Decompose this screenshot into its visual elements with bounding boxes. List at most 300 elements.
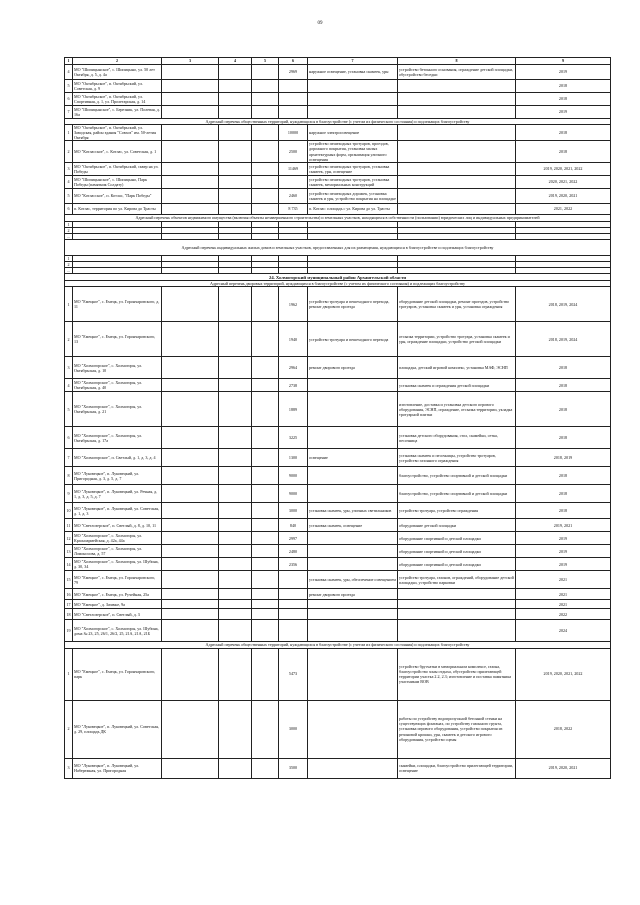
year-cell: 2019 xyxy=(516,106,611,119)
works-cell xyxy=(308,93,398,106)
address-cell: МО "Емецкое", с. Емецк, ул. Горончаровского, 13 xyxy=(73,322,162,357)
row-number: 15 xyxy=(65,571,73,589)
table-row xyxy=(65,532,611,545)
address-cell: МО "Луковецкое", п. Луковецкий, ул. Речная, д. 1, д. 3, д. 5, д. 7 xyxy=(73,485,162,503)
works-cell xyxy=(308,467,398,485)
area-cell: 10000 xyxy=(279,125,308,141)
empty-cell xyxy=(219,93,252,106)
table-row xyxy=(65,203,611,214)
additional-works-cell: оборудование спортивной и детской площадки xyxy=(398,532,516,545)
row-number: 3 xyxy=(65,357,73,379)
works-cell: наружное освещение, установка скамеек, урн xyxy=(308,65,398,80)
area-cell: 1940 xyxy=(279,322,308,357)
area-cell: 2738 xyxy=(279,379,308,392)
empty-cell xyxy=(162,648,219,700)
area-cell: 2500 xyxy=(279,141,308,162)
empty-cell xyxy=(219,571,252,589)
section-note xyxy=(65,214,611,221)
works-cell: устройство пешеходных тротуаров, установка скамеек, урн, освещение xyxy=(308,162,398,175)
empty-cell xyxy=(252,485,279,503)
works-cell xyxy=(308,532,398,545)
works-cell xyxy=(308,80,398,93)
area-cell: 9000 xyxy=(279,485,308,503)
additional-works-cell: благоустройство, устройство спортивной и детской площадки xyxy=(398,485,516,503)
table-row xyxy=(65,93,611,106)
empty-cell xyxy=(252,427,279,449)
table-row xyxy=(65,449,611,467)
row-number: 4 xyxy=(65,65,73,80)
row-number: 2 xyxy=(65,700,73,758)
year-cell: 2019, 2020, 2021, 2022 xyxy=(516,648,611,700)
area-cell: 1889 xyxy=(279,392,308,427)
empty-cell xyxy=(252,203,279,214)
area-cell: 9000 xyxy=(279,467,308,485)
header-col-9: 9 xyxy=(516,58,611,65)
empty-cell xyxy=(219,80,252,93)
empty-cell xyxy=(162,600,219,609)
address-cell: п. Котлас, территория по ул. Кирова до Трасты xyxy=(73,203,162,214)
table-row xyxy=(65,519,611,532)
section-note-text: Адресный перечень объектов недвижимого имущества (включая объекты незавершенного строительства) и земельных участков, находящихся в собственности (пользовании) юридических лиц и индивидуальных предпринимателей xyxy=(65,214,611,221)
empty-cell xyxy=(162,545,219,558)
row-number: 2 xyxy=(65,141,73,162)
additional-works-cell: отсыпка территории, устройство тротуара, установка скамеек и урн, ограждение площадки, устройство детской площадки xyxy=(398,322,516,357)
row-number: 3 xyxy=(65,162,73,175)
row-number: ... xyxy=(65,233,73,239)
additional-works-cell: оборудование спортивной и детской площадки xyxy=(398,558,516,571)
year-cell: 2018 xyxy=(516,503,611,519)
empty-cell xyxy=(162,427,219,449)
empty-cell xyxy=(162,141,219,162)
empty-cell xyxy=(162,203,219,214)
address-cell: МО "Емецкое", с. Емецк, ул. Горончаровского, д. 11 xyxy=(73,287,162,322)
empty-cell xyxy=(162,532,219,545)
row-number: 6 xyxy=(65,203,73,214)
year-cell: 2018 xyxy=(516,357,611,379)
table-row xyxy=(65,80,611,93)
empty-cell xyxy=(219,545,252,558)
works-cell xyxy=(308,106,398,119)
works-cell xyxy=(308,427,398,449)
empty-cell xyxy=(252,467,279,485)
address-cell: МО "Луковецкое", п. Луковецкий, ул. Набережная, ул. Пригородная xyxy=(73,758,162,778)
works-cell xyxy=(308,609,398,620)
section-heading-text: Адресный перечень общественных территорий, нуждающихся в благоустройстве (с учетом их физического состояния) и подлежащих благоустройству xyxy=(65,119,611,125)
empty-cell xyxy=(162,700,219,758)
header-col-1: 1 xyxy=(65,58,73,65)
table-row xyxy=(65,379,611,392)
table-row xyxy=(65,700,611,758)
table-row xyxy=(65,125,611,141)
row-number: 12 xyxy=(65,532,73,545)
address-cell: МО "Холмогорское", с. Холмогоры, ул. Октябрьская, д. 40 xyxy=(73,379,162,392)
area-cell: 5473 xyxy=(279,648,308,700)
row-number: 5 xyxy=(65,80,73,93)
address-cell: МО "Шипицынское", с. Березник, ул. Полевая, д. 16а xyxy=(74,106,160,117)
empty-cell xyxy=(162,357,219,379)
empty-cell xyxy=(162,379,219,392)
section-note xyxy=(65,240,611,256)
works-cell: устройство пешеходных тротуаров, установка скамеек, мемориальных конструкций xyxy=(308,175,398,188)
address-cell: МО "Октябрьское", п. Октябрьский, ул. Спортивная, д. 1, ул. Пролетарская, д. 14 xyxy=(73,93,162,106)
area-cell xyxy=(279,80,308,93)
empty-cell xyxy=(162,571,219,589)
empty-cell xyxy=(162,620,219,642)
row-number: ... xyxy=(65,268,73,274)
year-cell: 2019 xyxy=(516,532,611,545)
additional-works-cell xyxy=(398,80,516,93)
address-cell: МО "Октябрьское", п. Октябрьский, ул. Советская, д. 9 xyxy=(73,80,162,93)
district-heading xyxy=(65,274,611,281)
header-col-6: 6 xyxy=(279,58,308,65)
empty-cell xyxy=(219,125,252,141)
row-number: 5 xyxy=(65,188,73,203)
works-cell xyxy=(308,620,398,642)
address-cell: МО "Холмогорское", с. Холмогоры, ул. Красноармейская, д. 42а, 44а xyxy=(73,532,162,545)
table-row xyxy=(65,648,611,700)
address-cell: МО "Светлозерское", п. Светлый, д. 8, д. 10, 11 xyxy=(73,519,162,532)
works-cell: устройство пешеходных тротуаров, проездов, дорожного покрытия, установка малых архитектурных форм, организация уличного освещения xyxy=(308,141,398,162)
table-row xyxy=(65,427,611,449)
year-cell: 2018 xyxy=(516,485,611,503)
address-cell: МО "Луковецкое", п. Луковецкий, ул. Советская, д. 1, д. 3 xyxy=(73,503,162,519)
works-cell: п. Котлас: площадь с ул. Кирова до ул. Трасты xyxy=(308,203,398,214)
works-cell xyxy=(308,648,398,700)
additional-works-cell xyxy=(398,203,516,214)
empty-cell xyxy=(252,519,279,532)
empty-cell xyxy=(162,392,219,427)
area-cell xyxy=(279,600,308,609)
empty-cell xyxy=(252,106,279,119)
year-cell: 2019, 2020, 2021 xyxy=(516,188,611,203)
section-note-text: Адресный перечень индивидуальных жилых домов и земельных участков, предоставленных для их размещения, нуждающихся в благоустройстве и подлежащих благоустройству xyxy=(65,240,611,256)
empty-cell xyxy=(219,287,252,322)
year-cell: 2018, 2019, 2024 xyxy=(516,287,611,322)
row-number: 4 xyxy=(65,175,73,188)
year-cell: 2019, 2021 xyxy=(516,519,611,532)
row-number: 13 xyxy=(65,545,73,558)
year-cell: 2018 xyxy=(516,392,611,427)
additional-works-cell xyxy=(398,141,516,162)
year-cell: 2019, 2020, 2021, 2022 xyxy=(516,162,611,175)
table-row xyxy=(65,571,611,589)
empty-cell xyxy=(252,162,279,175)
empty-cell xyxy=(162,65,219,80)
empty-cell xyxy=(252,392,279,427)
area-cell: 2480 xyxy=(279,545,308,558)
empty-cell xyxy=(252,322,279,357)
empty-cell xyxy=(252,648,279,700)
year-cell: 2018 xyxy=(516,125,611,141)
year-cell: 2018, 2019, 2024 xyxy=(516,322,611,357)
empty-cell xyxy=(162,485,219,503)
works-cell: ремонт дворового проезда xyxy=(308,589,398,600)
address-cell: МО "Луковецкое", п. Луковецкий, ул. Пригородная, д. 3, д. 5, д. 7 xyxy=(73,467,162,485)
empty-cell xyxy=(162,449,219,467)
empty-cell xyxy=(219,162,252,175)
year-cell: 2021 xyxy=(516,589,611,600)
additional-works-cell xyxy=(398,125,516,141)
row-number: 18 xyxy=(65,609,73,620)
empty-cell xyxy=(219,620,252,642)
works-cell: наружное электроосвещение xyxy=(308,125,398,141)
works-cell: освещение xyxy=(308,449,398,467)
empty-cell xyxy=(162,93,219,106)
empty-cell xyxy=(252,125,279,141)
address-cell: МО "Холмогорское", п. Светлый, д. 1, д. 3, д. 4 xyxy=(73,449,162,467)
additional-works-cell: установка детского оборудования, стол, скамейки, сетка, песочница xyxy=(398,427,516,449)
table-row xyxy=(65,589,611,600)
table-row xyxy=(65,503,611,519)
works-cell xyxy=(308,392,398,427)
works-cell: установка скамеек, урн, уличных светильников xyxy=(308,503,398,519)
empty-cell xyxy=(162,175,219,188)
empty-cell xyxy=(252,93,279,106)
empty-cell xyxy=(162,125,219,141)
page-number: 09 xyxy=(317,21,323,26)
year-cell: 2019 xyxy=(516,558,611,571)
additional-works-cell xyxy=(398,162,516,175)
additional-works-cell: установка скамеек и ограждения детской площадки xyxy=(398,379,516,392)
area-cell xyxy=(279,609,308,620)
header-col-2: 2 xyxy=(73,58,162,65)
row-number: 5 xyxy=(65,392,73,427)
address-register-table xyxy=(64,57,611,779)
empty-cell xyxy=(219,532,252,545)
row-number: 8 xyxy=(65,467,73,485)
header-col-3: 3 xyxy=(162,58,219,65)
area-cell xyxy=(279,589,308,600)
works-cell: ремонт дворового проезда xyxy=(308,357,398,379)
row-number: 17 xyxy=(65,600,73,609)
empty-cell xyxy=(162,106,219,119)
area-cell: 2460 xyxy=(279,188,308,203)
header-col-5: 5 xyxy=(252,58,279,65)
area-cell: 2969 xyxy=(279,65,308,80)
row-number: 6 xyxy=(65,427,73,449)
table-row xyxy=(65,467,611,485)
additional-works-cell xyxy=(398,609,516,620)
address-cell: МО "Октябрьское", п. Октябрьский, ул. Заводская, район здания "Совхоз" им. 50-летия Октября xyxy=(73,125,162,141)
area-cell: 1300 xyxy=(279,449,308,467)
works-cell xyxy=(308,758,398,778)
table-row xyxy=(65,600,611,609)
table-row xyxy=(65,758,611,778)
additional-works-cell xyxy=(398,175,516,188)
empty-cell xyxy=(219,449,252,467)
year-cell: 2021 xyxy=(516,600,611,609)
year-cell: 2022 xyxy=(516,609,611,620)
empty-cell xyxy=(219,141,252,162)
empty-cell xyxy=(219,467,252,485)
empty-cell xyxy=(219,589,252,600)
table-row xyxy=(65,609,611,620)
row-number: 2 xyxy=(65,322,73,357)
row-number: 6 xyxy=(65,93,73,106)
works-cell xyxy=(308,545,398,558)
table-row xyxy=(65,65,611,80)
empty-cell xyxy=(219,558,252,571)
empty-cell xyxy=(219,357,252,379)
table-row xyxy=(65,357,611,379)
table-row xyxy=(65,485,611,503)
empty-cell xyxy=(252,175,279,188)
empty-cell xyxy=(219,758,252,778)
empty-cell xyxy=(219,485,252,503)
address-cell: МО "Октябрьское", п. Октябрьский, сквер на ул. Победы xyxy=(73,162,162,175)
area-cell: 2964 xyxy=(279,357,308,379)
empty-cell xyxy=(162,758,219,778)
year-cell: 2018 xyxy=(516,427,611,449)
district-heading-text: 24. Холмогорский муниципальный район Архангельской области xyxy=(65,274,611,281)
empty-cell xyxy=(252,379,279,392)
table-row xyxy=(65,175,611,188)
empty-cell xyxy=(219,648,252,700)
empty-cell xyxy=(252,449,279,467)
address-cell: МО "Холмогорское", с. Холмогоры, ул. Октябрьская, д. 10 xyxy=(73,357,162,379)
year-cell: 2018 xyxy=(516,141,611,162)
row-number: 16 xyxy=(65,589,73,600)
area-cell: 3000 xyxy=(279,503,308,519)
additional-works-cell xyxy=(398,188,516,203)
table-row xyxy=(65,188,611,203)
empty-cell xyxy=(162,287,219,322)
additional-works-cell xyxy=(398,106,516,119)
additional-works-cell: скамейки, площадки, благоустройство прилегающей территории, освещение xyxy=(398,758,516,778)
row-number: 7 xyxy=(65,106,73,119)
empty-cell xyxy=(219,427,252,449)
header-row xyxy=(65,58,611,65)
empty-cell xyxy=(252,545,279,558)
additional-works-cell: изготовление, доставка и установка детского игрового оборудования, ЭСНП, ограждение, отсыпка территории, укладка тротуарной плитки xyxy=(398,392,516,427)
works-cell xyxy=(308,485,398,503)
empty-cell xyxy=(252,600,279,609)
address-cell: МО "Холмогорское", с. Холмогоры, ул. Октябрьская, д. 21 xyxy=(73,392,162,427)
year-cell: 2019, 2020, 2021 xyxy=(516,758,611,778)
year-cell: 2018 xyxy=(516,80,611,93)
area-cell xyxy=(279,93,308,106)
works-cell: установка скамеек, урн, обеспечение освещением xyxy=(308,571,398,589)
empty-cell xyxy=(252,609,279,620)
additional-works-cell: оборудование детской площадки xyxy=(398,519,516,532)
year-cell: 2018, 2022 xyxy=(516,700,611,758)
row-number: 1 xyxy=(65,221,73,227)
table-row xyxy=(65,392,611,427)
works-cell: устройство тротуара и пешеходного перехода, ремонт дворового проезда xyxy=(308,287,398,322)
address-cell: МО "Котласское", п. Котлас, "Парк Победы" xyxy=(73,188,162,203)
row-number: 7 xyxy=(65,449,73,467)
works-cell xyxy=(308,379,398,392)
additional-works-cell: площадка, детский игровой комплекс, установка МАФ, ЭСНП xyxy=(398,357,516,379)
empty-cell xyxy=(252,357,279,379)
area-cell: 2356 xyxy=(279,558,308,571)
year-cell: 2021 xyxy=(516,571,611,589)
empty-cell xyxy=(252,80,279,93)
empty-cell xyxy=(162,162,219,175)
year-cell: 2020, 2021, 2022 xyxy=(516,175,611,188)
additional-works-cell xyxy=(398,600,516,609)
year-cell: 2024 xyxy=(516,620,611,642)
year-cell: 2019 xyxy=(516,65,611,80)
empty-cell xyxy=(252,287,279,322)
address-cell: МО "Шипицынское", с. Шипицыно, Парк Победы (памятник Солдату) xyxy=(73,175,162,188)
empty-cell xyxy=(162,188,219,203)
empty-cell xyxy=(252,620,279,642)
table-row xyxy=(65,545,611,558)
empty-cell xyxy=(162,80,219,93)
area-cell xyxy=(279,175,308,188)
area-cell xyxy=(279,106,308,119)
empty-cell xyxy=(219,188,252,203)
header-col-8: 8 xyxy=(398,58,516,65)
row-number: 4 xyxy=(65,379,73,392)
empty-cell xyxy=(252,532,279,545)
address-cell: МО "Шипицынское", с. Шипицыно, ул. 50 лет Октября, д. 5, д. 4а xyxy=(73,65,162,80)
empty-cell xyxy=(252,188,279,203)
address-cell: МО "Емецкое", д. Зачачье, 9а xyxy=(73,600,162,609)
address-cell: МО "Светлозерское", п. Светлый, д. 3 xyxy=(73,609,162,620)
section-heading-text: Адресный перечень дворовых территорий, нуждающихся в благоустройстве (с учетом их физического состояния) и подлежащих благоустройству xyxy=(65,281,611,287)
works-cell xyxy=(308,600,398,609)
area-cell: 11469 xyxy=(279,162,308,175)
empty-cell xyxy=(219,519,252,532)
year-cell: 2021, 2022 xyxy=(516,203,611,214)
additional-works-cell: оборудование спортивной и детской площадки xyxy=(398,545,516,558)
area-cell: 2997 xyxy=(279,532,308,545)
address-cell: МО "Луковецкое", п. Луковецкий, ул. Советская, д. 29, площадь ДК xyxy=(73,700,162,758)
empty-cell xyxy=(252,700,279,758)
address-cell: МО "Холмогорское", с. Холмогоры, ул. Октябрьская, д. 17а xyxy=(73,427,162,449)
empty-cell xyxy=(252,571,279,589)
address-cell: МО "Емецкое", с. Емецк, ул. Горончаровского, 79 xyxy=(73,571,162,589)
empty-cell xyxy=(252,503,279,519)
address-cell: МО "Холмогорское", с. Холмогоры, ул. Ломоносова, д. 57 xyxy=(73,545,162,558)
empty-cell xyxy=(162,519,219,532)
works-cell: устройство пешеходных дорожек, установка скамеек и урн, устройство покрытия на площадке xyxy=(308,188,398,203)
address-cell: МО "Холмогорское", с. Холмогоры, ул. Шубина, дома № 23, 25, 26/1, 26/2, 25, 21А, 21А, 21Б xyxy=(73,620,162,642)
row-number: 1 xyxy=(65,287,73,322)
empty-cell xyxy=(219,65,252,80)
year-cell: 2019 xyxy=(516,545,611,558)
empty-cell xyxy=(162,322,219,357)
table-row xyxy=(65,287,611,322)
address-cell: МО "Емецкое", с. Емецк, ул. Горончаровского, парк xyxy=(73,648,162,700)
row-number: 3 xyxy=(65,758,73,778)
empty-cell xyxy=(219,322,252,357)
header-col-7: 7 xyxy=(308,58,398,65)
additional-works-cell xyxy=(398,620,516,642)
additional-works-cell: оборудование детской площадки, ремонт проездов, устройство тротуаров, установка скамеек и урн, установка ограждения xyxy=(398,287,516,322)
empty-cell xyxy=(219,609,252,620)
table-row xyxy=(65,141,611,162)
table-row xyxy=(65,162,611,175)
empty-cell xyxy=(252,558,279,571)
additional-works-cell: работы по устройству водопропускной бетонной стенки на существующих фонтанах, по устройству газонного грунта, установка игрового оборудования, устройство покрытия из резиновой крошки, урн, скамеек и детского игрового оборудования, устройство сцены xyxy=(398,700,516,758)
address-cell: МО "Емецкое", с. Емецк, ул. Ручейная, 25а xyxy=(73,589,162,600)
row-number: 1 xyxy=(65,648,73,700)
additional-works-cell: устройство тротуара, газонов, ограждений, оборудование детской площадки, устройство парковки xyxy=(398,571,516,589)
row-number: 2 xyxy=(65,262,73,268)
address-cell: МО "Холмогорское", с. Холмогоры, ул. Шубина, д. 30, 34 xyxy=(73,558,162,571)
additional-works-cell: установка скамеек и песочницы, устройство тротуаров, устройство газонного ограждения xyxy=(398,449,516,467)
empty-cell xyxy=(252,589,279,600)
additional-works-cell xyxy=(398,589,516,600)
additional-works-cell: благоустройство, устройство спортивной и детской площадки xyxy=(398,467,516,485)
header-col-4: 4 xyxy=(219,58,252,65)
area-cell: 3500 xyxy=(279,758,308,778)
row-number: 14 xyxy=(65,558,73,571)
row-number: 19 xyxy=(65,620,73,642)
